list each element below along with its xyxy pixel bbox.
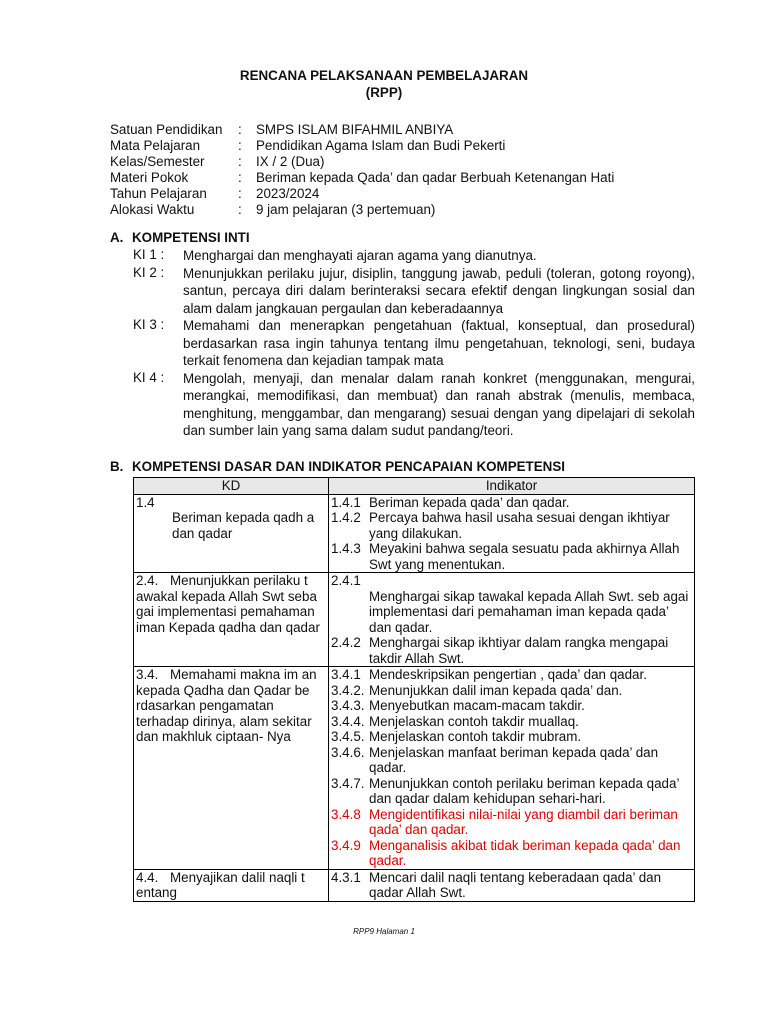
table-row bbox=[134, 667, 695, 870]
indicator-item bbox=[331, 870, 692, 901]
kd-text: Menyajikan dalil naqli t entang bbox=[136, 869, 305, 900]
indicator-item bbox=[331, 495, 692, 511]
indicator-text: Percaya bahwa hasil usaha sesuai dengan ikhtiyar yang dilakukan. bbox=[369, 510, 670, 541]
identity-label: Alokasi Waktu bbox=[110, 202, 195, 217]
identity-row bbox=[110, 170, 614, 186]
indicator-number: 3.4.5. bbox=[331, 729, 365, 744]
section-letter: A. bbox=[110, 230, 124, 245]
kompetensi-inti-list bbox=[133, 247, 695, 440]
identity-label: Tahun Pelajaran bbox=[110, 186, 207, 201]
indicator-text: Menyebutkan macam-macam takdir. bbox=[369, 698, 585, 713]
section-a-heading bbox=[110, 230, 250, 246]
ki-text: Menghargai dan menghayati ajaran agama yang dianutnya. bbox=[183, 248, 537, 263]
identity-colon: : bbox=[238, 202, 242, 217]
identity-colon: : bbox=[238, 122, 242, 137]
indicator-text: Menganalisis akibat tidak beriman kepada qada’ dan qadar. bbox=[369, 837, 681, 868]
identity-block bbox=[110, 122, 614, 218]
indicator-item-highlighted bbox=[331, 807, 692, 838]
indicator-text: Menunjukkan contoh perilaku beriman kepada qada’ dan qadar dalam kehidupan sehari-hari. bbox=[369, 775, 679, 806]
indicator-text: Menjelaskan contoh takdir muallaq. bbox=[369, 713, 579, 729]
indicator-text: Mencari dalil naqli tentang keberadaan qada’ dan qadar Allah Swt. bbox=[369, 869, 662, 900]
indicator-item bbox=[331, 635, 692, 666]
ki-item bbox=[133, 265, 695, 318]
kd-cell bbox=[134, 869, 329, 901]
ki-text: Mengolah, menyaji, dan menalar dalam ranah konkret (menggunakan, mengurai, merangkai, memodifikasi, dan membuat) dan ranah abstrak (menulis, membaca, menghitung, menggambar, dan mengarang) sesuai dengan yang dipelajari di sekolah dan sumber lain yang sama dalam sudut pandang/teori. bbox=[183, 370, 695, 438]
indicator-number: 2.4.1 bbox=[331, 573, 361, 588]
table-header-row bbox=[134, 478, 695, 495]
identity-label: Kelas/Semester bbox=[110, 154, 205, 169]
indicator-number: 3.4.3. bbox=[331, 698, 365, 713]
indikator-cell bbox=[329, 494, 695, 573]
identity-label: Satuan Pendidikan bbox=[110, 122, 223, 137]
indicator-number: 1.4.3 bbox=[331, 541, 361, 556]
doc-title: RENCANA PELAKSANAAN PEMBELAJARAN bbox=[239, 68, 529, 83]
indikator-cell bbox=[329, 667, 695, 870]
indicator-item bbox=[331, 510, 692, 541]
indicator-text bbox=[369, 573, 692, 589]
indicator-text: Menunjukkan dalil iman kepada qada’ dan. bbox=[369, 682, 623, 698]
identity-value: Pendidikan Agama Islam dan Budi Pekerti bbox=[256, 138, 506, 153]
ki-code: KI 3 : bbox=[133, 317, 165, 332]
indicator-item bbox=[331, 667, 692, 683]
indicator-text: Menghargai sikap tawakal kepada Allah Swt. seb agai implementasi dari pemahaman iman kepada qada’ dan qadar. bbox=[369, 588, 689, 635]
kd-text: Beriman kepada qadh a dan qadar bbox=[172, 510, 315, 541]
indicator-text: Menjelaskan manfaat beriman kepada qada’ dan qadar. bbox=[369, 744, 659, 775]
table-row bbox=[134, 573, 695, 667]
indicator-item bbox=[331, 714, 692, 730]
kd-text: Menunjukkan perilaku t awakal kepada Allah Swt seba gai implementasi pemahaman iman Kepada qadha dan qadar bbox=[136, 573, 320, 635]
indicator-text: Mengidentifikasi nilai-nilai yang diambil dari beriman qada’ dan qadar. bbox=[369, 806, 678, 837]
kd-cell bbox=[134, 667, 329, 870]
indicator-item-highlighted bbox=[331, 838, 692, 869]
indicator-number: 3.4.2. bbox=[331, 682, 365, 698]
indicator-number: 1.4.1 bbox=[331, 494, 361, 510]
identity-value: SMPS ISLAM BIFAHMIL ANBIYA bbox=[256, 122, 454, 137]
kd-cell bbox=[134, 494, 329, 573]
kd-cell bbox=[134, 573, 329, 667]
identity-row bbox=[110, 154, 614, 170]
identity-value: 9 jam pelajaran (3 pertemuan) bbox=[256, 202, 436, 217]
indicator-number: 3.4.9 bbox=[331, 837, 361, 853]
identity-value: IX / 2 (Dua) bbox=[256, 154, 325, 169]
identity-label: Materi Pokok bbox=[110, 170, 189, 185]
doc-subtitle: (RPP) bbox=[365, 85, 403, 100]
indikator-cell bbox=[329, 869, 695, 901]
kd-indikator-table bbox=[133, 477, 695, 902]
ki-item bbox=[133, 247, 695, 265]
table-row bbox=[134, 869, 695, 901]
indicator-number: 3.4.1 bbox=[331, 667, 361, 682]
indicator-item bbox=[331, 698, 692, 714]
ki-item bbox=[133, 317, 695, 370]
section-title: KOMPETENSI DASAR DAN INDIKATOR PENCAPAIAN KOMPETENSI bbox=[132, 459, 565, 474]
table-row bbox=[134, 494, 695, 573]
identity-label: Mata Pelajaran bbox=[110, 138, 201, 153]
indicator-item bbox=[331, 541, 692, 572]
indicator-text: Mendeskripsikan pengertian , qada’ dan qadar. bbox=[369, 667, 647, 682]
ki-text: Memahami dan menerapkan pengetahuan (faktual, konseptual, dan prosedural) berdasarkan rasa ingin tahunya tentang ilmu pengetahuan, teknologi, seni, budaya terkait fenomena dan kejadian tampak mata bbox=[183, 318, 695, 368]
indicator-number: 3.4.6. bbox=[331, 744, 365, 760]
indicator-item bbox=[331, 589, 692, 636]
indicator-number bbox=[331, 589, 369, 636]
ki-item bbox=[133, 370, 695, 440]
kd-header: KD bbox=[134, 478, 329, 495]
identity-value: Beriman kepada Qada’ dan qadar Berbuah Ketenangan Hati bbox=[256, 170, 615, 185]
indicator-item bbox=[331, 729, 692, 745]
kd-number: 3.4. bbox=[136, 667, 159, 682]
indicator-number: 1.4.2 bbox=[331, 510, 361, 525]
page-footer: RPP9 Halaman 1 bbox=[353, 927, 415, 936]
indicator-text: Menghargai sikap ikhtiyar dalam rangka mengapai takdir Allah Swt. bbox=[369, 635, 669, 666]
identity-row bbox=[110, 202, 614, 218]
identity-value: 2023/2024 bbox=[256, 186, 320, 201]
ki-text: Menunjukkan perilaku jujur, disiplin, tanggung jawab, peduli (toleran, gotong royong), santun, percaya diri dalam berinteraksi secara efektif dengan lingkungan sosial dan alam dalam jangkauan pergaulan dan keberadaannya bbox=[183, 265, 695, 316]
indicator-text: Beriman kepada qada’ dan qadar. bbox=[369, 494, 570, 510]
section-letter: B. bbox=[110, 459, 124, 474]
indicator-number: 4.3.1 bbox=[331, 869, 361, 885]
section-title: KOMPETENSI INTI bbox=[132, 230, 250, 245]
identity-colon: : bbox=[238, 170, 242, 185]
ki-code: KI 2 : bbox=[133, 264, 165, 280]
kd-number: 4.4. bbox=[136, 869, 159, 885]
indicator-number: 3.4.8 bbox=[331, 806, 361, 822]
kd-number: 1.4 bbox=[136, 494, 155, 510]
section-b-heading bbox=[110, 459, 565, 475]
indikator-cell bbox=[329, 573, 695, 667]
identity-colon: : bbox=[238, 138, 242, 153]
identity-colon: : bbox=[238, 186, 242, 201]
indicator-text: Menjelaskan contoh takdir mubram. bbox=[369, 729, 582, 744]
identity-row bbox=[110, 138, 614, 154]
indicator-text: Meyakini bahwa segala sesuatu pada akhirnya Allah Swt yang menentukan. bbox=[369, 541, 680, 572]
indikator-header: Indikator bbox=[329, 478, 695, 495]
kd-number: 2.4. bbox=[136, 573, 159, 588]
indicator-number: 3.4.4. bbox=[331, 713, 365, 729]
identity-colon: : bbox=[238, 154, 242, 169]
indicator-item bbox=[331, 683, 692, 699]
indicator-number: 2.4.2 bbox=[331, 635, 361, 650]
indicator-item bbox=[331, 745, 692, 776]
indicator-item bbox=[331, 776, 692, 807]
ki-code: KI 4 : bbox=[133, 369, 165, 385]
identity-row bbox=[110, 186, 614, 202]
indicator-number: 3.4.7. bbox=[331, 775, 365, 791]
indicator-item bbox=[331, 573, 692, 589]
kd-text: Memahami makna im an kepada Qadha dan Qadar be rdasarkan pengamatan terhadap dirinya, alam sekitar dan makhluk ciptaan- Nya bbox=[136, 667, 317, 744]
identity-row bbox=[110, 122, 614, 138]
ki-code: KI 1 : bbox=[133, 247, 165, 262]
